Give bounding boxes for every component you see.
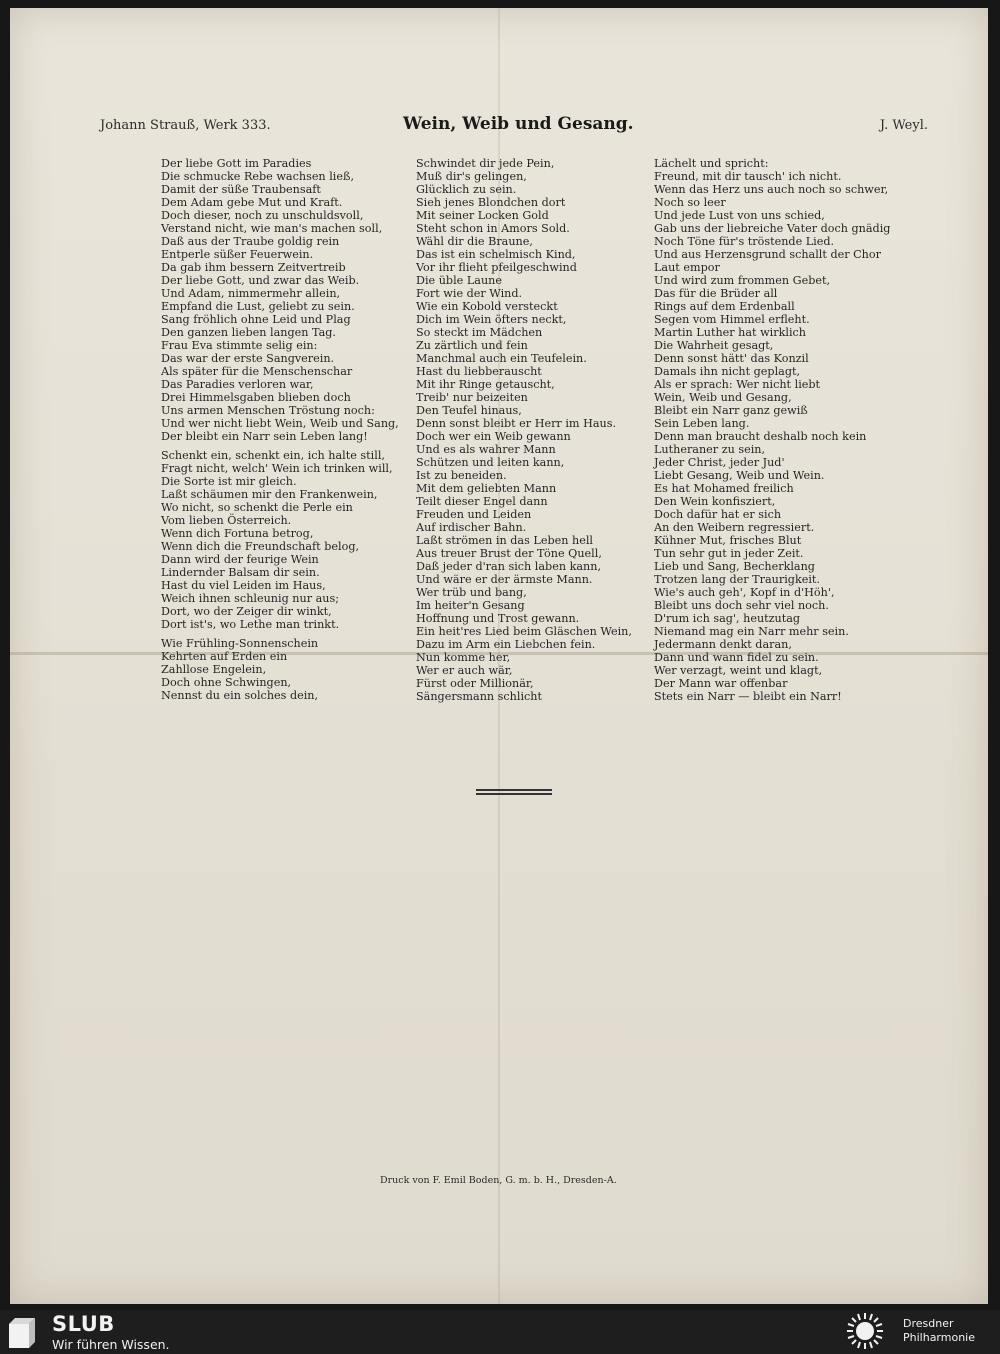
lyric-line: Die üble Laune bbox=[416, 274, 502, 287]
lyric-line: Als er sprach: Wer nicht liebt bbox=[654, 378, 821, 391]
lyric-line: Sang fröhlich ohne Leid und Plag bbox=[161, 313, 351, 326]
lyric-line: Bleibt uns doch sehr viel noch. bbox=[654, 599, 829, 612]
lyric-line: Dich im Wein öfters neckt, bbox=[416, 313, 567, 326]
lyric-line: Wie's auch geh', Kopf in d'Höh', bbox=[654, 586, 835, 599]
lyric-line: Damals ihn nicht geplagt, bbox=[654, 365, 801, 378]
lyric-line: Laut empor bbox=[654, 261, 720, 274]
lyric-line: Trotzen lang der Traurigkeit. bbox=[654, 573, 820, 586]
lyrics-column-2 bbox=[416, 157, 632, 703]
lyric-line: Mit dem geliebten Mann bbox=[416, 482, 557, 495]
lyric-line: Wo nicht, so schenkt die Perle ein bbox=[161, 501, 353, 514]
lyric-line: Hast du liebberauscht bbox=[416, 365, 542, 378]
lyric-line: Die schmucke Rebe wachsen ließ, bbox=[161, 170, 355, 183]
lyric-line: Stets ein Narr — bleibt ein Narr! bbox=[654, 690, 842, 703]
lyric-line: Wenn dich Fortuna betrog, bbox=[161, 527, 314, 540]
lyric-line: Wer trüb und bang, bbox=[416, 586, 527, 599]
lyric-line: Noch Töne für's tröstende Lied. bbox=[654, 235, 835, 248]
lyric-line: Laßt schäumen mir den Frankenwein, bbox=[161, 488, 378, 501]
lyric-line: Dazu im Arm ein Liebchen fein. bbox=[416, 638, 596, 651]
lyric-line: Sängersmann schlicht bbox=[416, 690, 542, 703]
lyricist-label: J. Weyl. bbox=[879, 118, 928, 133]
lyric-line: Und wird zum frommen Gebet, bbox=[654, 274, 831, 287]
lyric-line: Dem Adam gebe Mut und Kraft. bbox=[161, 196, 343, 209]
lyric-line: Den Teufel hinaus, bbox=[416, 404, 522, 417]
lyric-line: An den Weibern regressiert. bbox=[654, 521, 815, 534]
lyric-line: Der Mann war offenbar bbox=[654, 677, 788, 690]
lyric-line: Und wer nicht liebt Wein, Weib und Sang, bbox=[161, 417, 399, 430]
lyric-line: Weich ihnen schleunig nur aus; bbox=[161, 592, 339, 605]
lyric-line: Nennst du ein solches dein, bbox=[161, 689, 319, 702]
lyric-line: Lindernder Balsam dir sein. bbox=[161, 566, 320, 579]
lyrics-column-3 bbox=[654, 157, 890, 703]
lyric-line: Und jede Lust von uns schied, bbox=[654, 209, 825, 222]
lyric-line: Das war der erste Sangverein. bbox=[161, 352, 335, 365]
lyric-line: Vom lieben Österreich. bbox=[161, 514, 292, 527]
lyric-line: Da gab ihm bessern Zeitvertreib bbox=[161, 261, 346, 274]
lyric-line: Mit seiner Locken Gold bbox=[416, 209, 549, 222]
lyric-line: Tun sehr gut in jeder Zeit. bbox=[654, 547, 804, 560]
partner-name-line-1: Dresdner bbox=[903, 1317, 954, 1330]
lyric-line: Laßt strömen in das Leben hell bbox=[416, 534, 593, 547]
lyric-line: Freuden und Leiden bbox=[416, 508, 532, 521]
lyric-line: Aus treuer Brust der Töne Quell, bbox=[416, 547, 602, 560]
lyric-line: Wie Frühling-Sonnenschein bbox=[161, 637, 319, 650]
slub-logo-text: SLUB bbox=[52, 1312, 115, 1336]
lyric-line: Wie ein Kobold versteckt bbox=[416, 300, 558, 313]
lyric-line: Rings auf dem Erdenball bbox=[654, 300, 795, 313]
lyric-line: Noch so leer bbox=[654, 196, 726, 209]
lyric-line: Denn man braucht deshalb noch kein bbox=[654, 430, 867, 443]
lyric-line: Wähl dir die Braune, bbox=[416, 235, 533, 248]
slub-tagline: Wir führen Wissen. bbox=[52, 1337, 170, 1352]
lyric-line: Kühner Mut, frisches Blut bbox=[654, 534, 802, 547]
lyric-line: D'rum ich sag', heutzutag bbox=[654, 612, 801, 625]
lyric-line: Schützen und leiten kann, bbox=[416, 456, 565, 469]
lyric-line: Uns armen Menschen Tröstung noch: bbox=[161, 404, 375, 417]
lyric-line: Das für die Brüder all bbox=[654, 287, 778, 300]
lyric-line: Frau Eva stimmte selig ein: bbox=[161, 339, 318, 352]
lyric-line: Mit ihr Ringe getauscht, bbox=[416, 378, 555, 391]
lyric-line: Gab uns der liebreiche Vater doch gnädig bbox=[654, 222, 891, 235]
lyric-line: Manchmal auch ein Teufelein. bbox=[416, 352, 587, 365]
lyric-line: Glücklich zu sein. bbox=[416, 183, 517, 196]
lyric-line: Dort ist's, wo Lethe man trinkt. bbox=[161, 618, 340, 631]
lyric-line: Und es als wahrer Mann bbox=[416, 443, 556, 456]
lyric-line: Freund, mit dir tausch' ich nicht. bbox=[654, 170, 842, 183]
lyric-line: Zu zärtlich und fein bbox=[416, 339, 528, 352]
lyric-line: Hast du viel Leiden im Haus, bbox=[161, 579, 326, 592]
lyric-line: Teilt dieser Engel dann bbox=[416, 495, 548, 508]
lyric-line: Fürst oder Millionär, bbox=[416, 677, 534, 690]
lyric-line: Fragt nicht, welch' Wein ich trinken will, bbox=[161, 462, 393, 475]
song-title: Wein, Weib und Gesang. bbox=[403, 114, 634, 134]
lyric-line: Im heiter'n Gesang bbox=[416, 599, 525, 612]
lyric-line: Doch dieser, noch zu unschuldsvoll, bbox=[161, 209, 364, 222]
dresdner-philharmonie-logo-icon bbox=[843, 1311, 887, 1351]
lyric-line: Treib' nur beizeiten bbox=[416, 391, 528, 404]
partner-name-line-2: Philharmonie bbox=[903, 1331, 975, 1344]
lyric-line: Es hat Mohamed freilich bbox=[654, 482, 794, 495]
lyric-line: Fort wie der Wind. bbox=[416, 287, 523, 300]
lyric-line: Jeder Christ, jeder Jud' bbox=[654, 456, 785, 469]
lyric-line: Das ist ein schelmisch Kind, bbox=[416, 248, 576, 261]
lyric-line: Wenn dich die Freundschaft belog, bbox=[161, 540, 360, 553]
lyric-line: Ist zu beneiden. bbox=[416, 469, 507, 482]
lyric-line: Empfand die Lust, geliebt zu sein. bbox=[161, 300, 355, 313]
lyric-line: Sieh jenes Blondchen dort bbox=[416, 196, 566, 209]
lyric-line: Hoffnung und Trost gewann. bbox=[416, 612, 580, 625]
lyric-line: Dann und wann fidel zu sein. bbox=[654, 651, 819, 664]
lyric-line: Sein Leben lang. bbox=[654, 417, 750, 430]
lyric-line: Denn sonst hätt' das Konzil bbox=[654, 352, 809, 365]
lyric-line: Vor ihr flieht pfeilgeschwind bbox=[416, 261, 577, 274]
lyric-line: Liebt Gesang, Weib und Wein. bbox=[654, 469, 825, 482]
lyric-line: Kehrten auf Erden ein bbox=[161, 650, 288, 663]
lyric-line: Und aus Herzensgrund schallt der Chor bbox=[654, 248, 881, 261]
lyric-line: Martin Luther hat wirklich bbox=[654, 326, 807, 339]
printer-imprint: Druck von F. Emil Boden, G. m. b. H., Dresden-A. bbox=[380, 1175, 617, 1186]
lyric-line: Der liebe Gott im Paradies bbox=[161, 157, 312, 170]
lyric-line: Muß dir's gelingen, bbox=[416, 170, 527, 183]
lyric-line: Ein heit'res Lied beim Gläschen Wein, bbox=[416, 625, 632, 638]
lyric-line: Bleibt ein Narr ganz gewiß bbox=[654, 404, 808, 417]
lyric-line: Daß jeder d'ran sich laben kann, bbox=[416, 560, 602, 573]
lyric-line: Die Sorte ist mir gleich. bbox=[161, 475, 297, 488]
composer-label: Johann Strauß, Werk 333. bbox=[100, 118, 271, 133]
lyric-line: Damit der süße Traubensaft bbox=[161, 183, 321, 196]
lyric-line: Lieb und Sang, Becherklang bbox=[654, 560, 815, 573]
lyric-line: Die Wahrheit gesagt, bbox=[654, 339, 774, 352]
lyric-line: Den Wein konfisziert, bbox=[654, 495, 776, 508]
lyric-line: Dort, wo der Zeiger dir winkt, bbox=[161, 605, 332, 618]
lyric-line: Schenkt ein, schenkt ein, ich halte still, bbox=[161, 449, 385, 462]
lyric-line: Denn sonst bleibt er Herr im Haus. bbox=[416, 417, 617, 430]
ornament-divider bbox=[476, 788, 552, 797]
lyric-line: Doch dafür hat er sich bbox=[654, 508, 782, 521]
lyric-line: Und Adam, nimmermehr allein, bbox=[161, 287, 341, 300]
lyric-line: Jedermann denkt daran, bbox=[654, 638, 792, 651]
lyric-line: Doch ohne Schwingen, bbox=[161, 676, 292, 689]
lyric-line: Das Paradies verloren war, bbox=[161, 378, 314, 391]
lyric-line: Schwindet dir jede Pein, bbox=[416, 157, 555, 170]
slub-logo-icon bbox=[9, 1318, 43, 1348]
lyric-line: Daß aus der Traube goldig rein bbox=[161, 235, 340, 248]
lyric-line: So steckt im Mädchen bbox=[416, 326, 543, 339]
lyric-line: Nun komme her, bbox=[416, 651, 511, 664]
lyric-line: Auf irdischer Bahn. bbox=[416, 521, 527, 534]
lyric-line: Wein, Weib und Gesang, bbox=[654, 391, 792, 404]
lyric-line: Drei Himmelsgaben blieben doch bbox=[161, 391, 351, 404]
lyric-line: Wer er auch wär, bbox=[416, 664, 513, 677]
lyric-line: Der liebe Gott, und zwar das Weib. bbox=[161, 274, 360, 287]
lyric-line: Den ganzen lieben langen Tag. bbox=[161, 326, 336, 339]
lyric-line: Steht schon in Amors Sold. bbox=[416, 222, 570, 235]
lyric-line: Verstand nicht, wie man's machen soll, bbox=[161, 222, 383, 235]
lyrics-column-1 bbox=[161, 157, 399, 702]
lyric-line: Und wäre er der ärmste Mann. bbox=[416, 573, 593, 586]
lyric-line: Lächelt und spricht: bbox=[654, 157, 769, 170]
lyric-line: Niemand mag ein Narr mehr sein. bbox=[654, 625, 849, 638]
lyric-line: Segen vom Himmel erfleht. bbox=[654, 313, 810, 326]
lyric-line: Wenn das Herz uns auch noch so schwer, bbox=[654, 183, 889, 196]
lyric-line: Zahllose Engelein, bbox=[161, 663, 267, 676]
lyric-line: Dann wird der feurige Wein bbox=[161, 553, 319, 566]
lyric-line: Doch wer ein Weib gewann bbox=[416, 430, 571, 443]
lyric-line: Entperle süßer Feuerwein. bbox=[161, 248, 314, 261]
lyric-line: Wer verzagt, weint und klagt, bbox=[654, 664, 823, 677]
lyric-line: Als später für die Menschenschar bbox=[161, 365, 353, 378]
lyric-line: Lutheraner zu sein, bbox=[654, 443, 766, 456]
lyric-line: Der bleibt ein Narr sein Leben lang! bbox=[161, 430, 368, 443]
